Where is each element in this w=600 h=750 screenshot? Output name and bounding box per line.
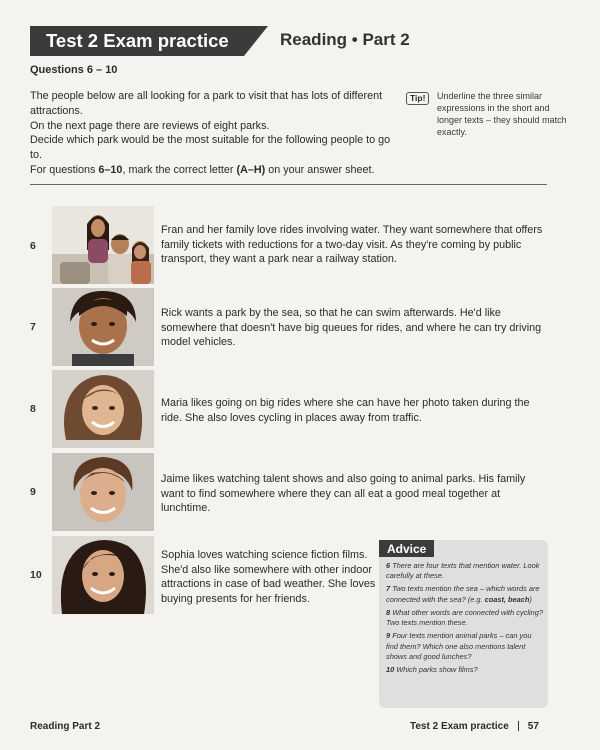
divider (30, 184, 547, 185)
boy-photo (52, 288, 154, 366)
instruction-line-1: The people below are all looking for a park to visit that has lots of different attractions. (30, 90, 383, 117)
family-photo (52, 206, 154, 284)
page-header (30, 26, 570, 56)
item-number: 7 (30, 321, 36, 333)
instruction-line-3: Decide which park would be the most suitable for the following people to go to. (30, 134, 391, 162)
advice-number: 6 (386, 561, 391, 570)
advice-text: Two texts mention the sea – which words are connected with the sea? (e.g. (386, 584, 540, 604)
advice-item (386, 631, 544, 662)
advice-title: Advice (379, 540, 434, 557)
test-title-tab: Test 2 Exam practice (30, 26, 244, 56)
advice-text: ) (529, 594, 532, 604)
instruction-text: For questions (30, 163, 99, 176)
advice-number: 7 (386, 584, 391, 594)
question-numbers: 6–10 (98, 163, 123, 176)
boy-photo (52, 453, 154, 531)
item-number: 9 (30, 486, 36, 498)
item-description: Fran and her family love rides involving water. They want somewhere that offers family tickets with reductions for a two-day visit. As they're coming by public transport, they want a park near a railway station. (161, 224, 543, 266)
instructions (30, 89, 395, 178)
girl-photo (52, 536, 154, 614)
advice-keywords: coast, beach (484, 594, 530, 604)
advice-number: 8 (386, 607, 391, 617)
footer-separator (518, 721, 519, 731)
instruction-text: , mark the correct letter (122, 163, 237, 176)
item-number: 6 (30, 240, 36, 252)
answer-letters: (A–H) (236, 163, 266, 176)
instruction-line-2: On the next page there are reviews of eight parks. (30, 119, 270, 132)
advice-box (379, 540, 548, 708)
advice-item (386, 584, 544, 604)
instruction-text: on your answer sheet. (265, 163, 375, 176)
advice-text: There are four texts that mention water. Look carefully at these. (386, 561, 540, 581)
advice-text: Which parks show films? (396, 664, 478, 674)
girl-photo (52, 370, 154, 448)
item-number: 8 (30, 403, 36, 415)
questions-range: Questions 6 – 10 (30, 64, 118, 76)
item-description: Rick wants a park by the sea, so that he can swim afterwards. He'd like somewhere that doesn't have big queues for rides, and where he can try driving model vehicles. (161, 307, 542, 349)
item-number: 10 (30, 569, 42, 581)
section-title: Reading • Part 2 (280, 30, 410, 49)
advice-item (386, 608, 544, 628)
advice-number: 10 (386, 664, 395, 674)
advice-text: Four texts mention animal parks – can you find them? Which one also mentions talent shows and good lunches? (386, 631, 532, 661)
footer-page-info (410, 721, 539, 732)
item-description: Sophia loves watching science fiction films. She'd also like somewhere with other indoor attractions in case of bad weather. She loves buying presents for her friends. (161, 549, 376, 605)
item-description: Jaime likes watching talent shows and also going to animal parks. His family want to find somewhere where they can all eat a good meal together at lunchtime. (161, 473, 526, 515)
tab-slant-decoration (244, 26, 268, 56)
item-description: Maria likes going on big rides where she can have her photo taken during the ride. She also loves cycling in places away from traffic. (161, 397, 530, 424)
page-number: 57 (527, 721, 539, 732)
advice-body (386, 561, 544, 678)
footer-section-label: Reading Part 2 (30, 721, 101, 732)
tip-badge: Tip! (406, 92, 429, 105)
advice-number: 9 (386, 631, 391, 641)
instruction-line-4 (30, 163, 395, 178)
footer-title: Test 2 Exam practice (410, 721, 509, 732)
advice-item (386, 665, 544, 675)
advice-item (386, 561, 544, 581)
tip-text: Underline the three similar expressions in the short and longer texts – they should match exactly. (437, 91, 567, 138)
advice-text: What other words are connected with cycling? Two texts mention these. (386, 607, 543, 628)
